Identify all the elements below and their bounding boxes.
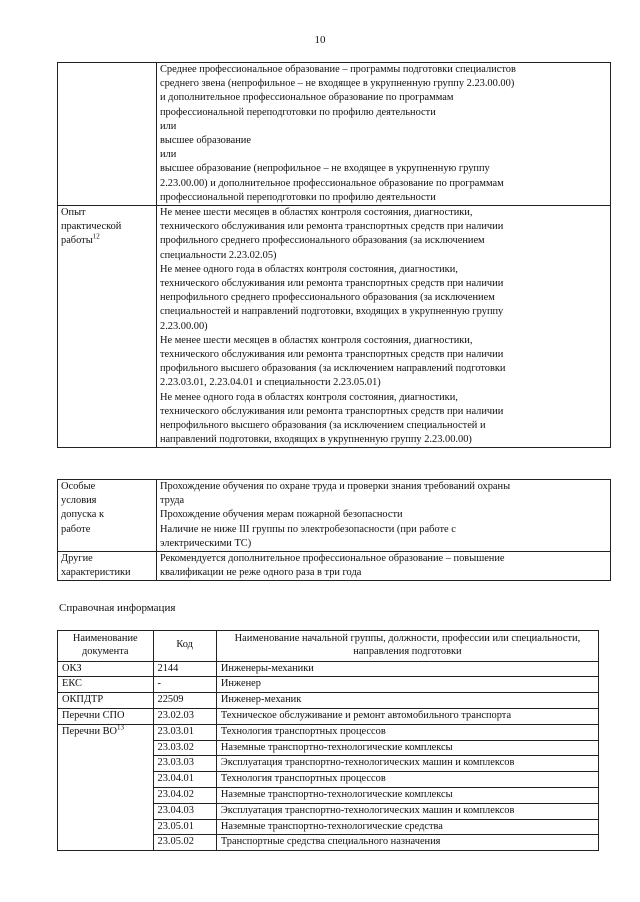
text-line: направлений подготовки, входящих в укрупненную группу 2.23.00.00): [160, 434, 472, 446]
special-conditions-text: [157, 480, 611, 552]
title-cell: Инженер: [216, 677, 598, 693]
label-text: работы: [61, 235, 93, 247]
code-cell: 23.02.03: [153, 708, 216, 724]
title-cell: Технология транспортных процессов: [216, 772, 598, 788]
doc-cell: ЕКС: [58, 677, 154, 693]
other-characteristics-row: [58, 552, 611, 581]
table-row: [58, 724, 599, 740]
title-cell: Эксплуатация транспортно-технологических машин и комплексов: [216, 756, 598, 772]
conditions-table: [57, 479, 611, 581]
text-line: электрическими ТС): [160, 537, 252, 549]
footnote-marker: 13: [117, 723, 125, 732]
title-cell: Наземные транспортно-технологические комплексы: [216, 740, 598, 756]
text-line: профессиональной переподготовки по профилю деятельности: [160, 106, 436, 118]
other-characteristics-label: [58, 552, 157, 581]
text-line: непрофильного высшего образования (за исключением специальностей и: [160, 420, 486, 432]
table-row: [58, 708, 599, 724]
code-cell: 2144: [153, 661, 216, 677]
label-line: допуска к: [61, 509, 104, 521]
text-line: Не менее одного года в областях контроля состояния, диагностики,: [160, 263, 458, 275]
label-line: практической: [61, 221, 122, 233]
code-cell: 22509: [153, 693, 216, 709]
label-line: работе: [61, 523, 91, 535]
text-line: 2.23.00.00): [160, 320, 208, 332]
text-line: Среднее профессиональное образование – программы подготовки специалистов: [160, 64, 516, 75]
reference-header-row: [58, 631, 599, 662]
title-cell: Технология транспортных процессов: [216, 724, 598, 740]
text-line: Не менее шести месяцев в областях контроля состояния, диагностики,: [160, 334, 473, 346]
doc-cell: ОКПДТР: [58, 693, 154, 709]
table-row: [58, 693, 599, 709]
reference-table: [57, 630, 599, 851]
text-line: профессиональной переподготовки по профилю деятельности: [160, 191, 436, 203]
special-conditions-label: [58, 480, 157, 552]
label-line: условия: [61, 495, 97, 507]
title-cell: Эксплуатация транспортно-технологических машин и комплексов: [216, 803, 598, 819]
code-cell: 23.05.01: [153, 819, 216, 835]
title-cell: Инженер-механик: [216, 693, 598, 709]
experience-label: [58, 206, 157, 448]
label-line: [61, 234, 153, 248]
label-line: Другие: [61, 553, 93, 565]
code-cell: 23.04.03: [153, 803, 216, 819]
text-line: или: [160, 149, 177, 161]
header-document-name: Наименование документа: [58, 631, 154, 662]
label-line: характеристики: [61, 567, 131, 579]
special-conditions-row: [58, 480, 611, 552]
text-line: среднего звена (непрофильное – не входящее в укрупненную группу 2.23.00.00): [160, 78, 515, 90]
title-cell: Инженеры-механики: [216, 661, 598, 677]
text-line: специальностей и направлений подготовки, входящих в укрупненную группу: [160, 306, 504, 318]
text-line: высшее образование (непрофильное – не входящее в укрупненную группу: [160, 163, 490, 175]
experience-text: [157, 206, 611, 448]
footnote-marker: 12: [92, 232, 100, 241]
doc-cell-vo: [58, 724, 154, 850]
code-cell: 23.03.03: [153, 756, 216, 772]
table-row: [58, 677, 599, 693]
text-line: и дополнительное профессиональное образование по программам: [160, 92, 454, 104]
text-line: Рекомендуется дополнительное профессиональное образование – повышение: [160, 553, 505, 565]
education-label-cell: [58, 63, 157, 206]
text-line: Наличие не ниже III группы по электробезопасности (при работе с: [160, 523, 456, 535]
text-line: непрофильного среднего профессионального образования (за исключением: [160, 292, 495, 304]
code-cell: -: [153, 677, 216, 693]
code-cell: 23.05.02: [153, 835, 216, 851]
header-code: Код: [153, 631, 216, 662]
section-heading: Справочная информация: [59, 602, 176, 614]
text-line: высшее образование: [160, 135, 251, 147]
title-cell: Техническое обслуживание и ремонт автомобильного транспорта: [216, 708, 598, 724]
text-line: труда: [160, 495, 185, 507]
text-line: технического обслуживания или ремонта транспортных средств при наличии: [160, 405, 504, 417]
text-line: Прохождение обучения по охране труда и проверки знания требований охраны: [160, 481, 511, 492]
text-line: Не менее шести месяцев в областях контроля состояния, диагностики,: [160, 207, 473, 219]
label-line: Опыт: [61, 207, 86, 219]
title-cell: Наземные транспортно-технологические средства: [216, 819, 598, 835]
text-line: технического обслуживания или ремонта транспортных средств при наличии: [160, 349, 504, 361]
text-line: специальности 2.23.02.05): [160, 249, 277, 261]
code-cell: 23.03.01: [153, 724, 216, 740]
header-title: Наименование начальной группы, должности, профессии или специальности, направления подготовки: [216, 631, 598, 662]
title-cell: Наземные транспортно-технологические комплексы: [216, 787, 598, 803]
text-line: профильного высшего образования (за исключением направлений подготовки: [160, 363, 506, 375]
text-line: или: [160, 120, 177, 132]
text-line: квалификации не реже одного раза в три года: [160, 567, 362, 579]
education-text: [157, 63, 611, 206]
doc-cell: Перечни СПО: [58, 708, 154, 724]
text-line: Прохождение обучения мерам пожарной безопасности: [160, 509, 403, 521]
text-line: Не менее одного года в областях контроля состояния, диагностики,: [160, 391, 458, 403]
text-line: технического обслуживания или ремонта транспортных средств при наличии: [160, 278, 504, 290]
text-line: 2.23.00.00) и дополнительное профессиональное образование по программам: [160, 177, 504, 189]
doc-cell: ОКЗ: [58, 661, 154, 677]
text-line: технического обслуживания или ремонта транспортных средств при наличии: [160, 221, 504, 233]
experience-row: [58, 206, 611, 448]
title-cell: Транспортные средства специального назначения: [216, 835, 598, 851]
education-row: [58, 63, 611, 206]
other-characteristics-text: [157, 552, 611, 581]
text-line: профильного среднего профессионального образования (за исключением: [160, 235, 485, 247]
label-line: Особые: [61, 481, 96, 492]
page-number: 10: [314, 34, 326, 46]
code-cell: 23.04.02: [153, 787, 216, 803]
code-cell: 23.03.02: [153, 740, 216, 756]
text-line: 2.23.03.01, 2.23.04.01 и специальности 2.23.05.01): [160, 377, 381, 389]
requirements-table: [57, 62, 611, 448]
table-row: [58, 661, 599, 677]
code-cell: 23.04.01: [153, 772, 216, 788]
doc-vo-label: Перечни ВО: [62, 725, 118, 737]
